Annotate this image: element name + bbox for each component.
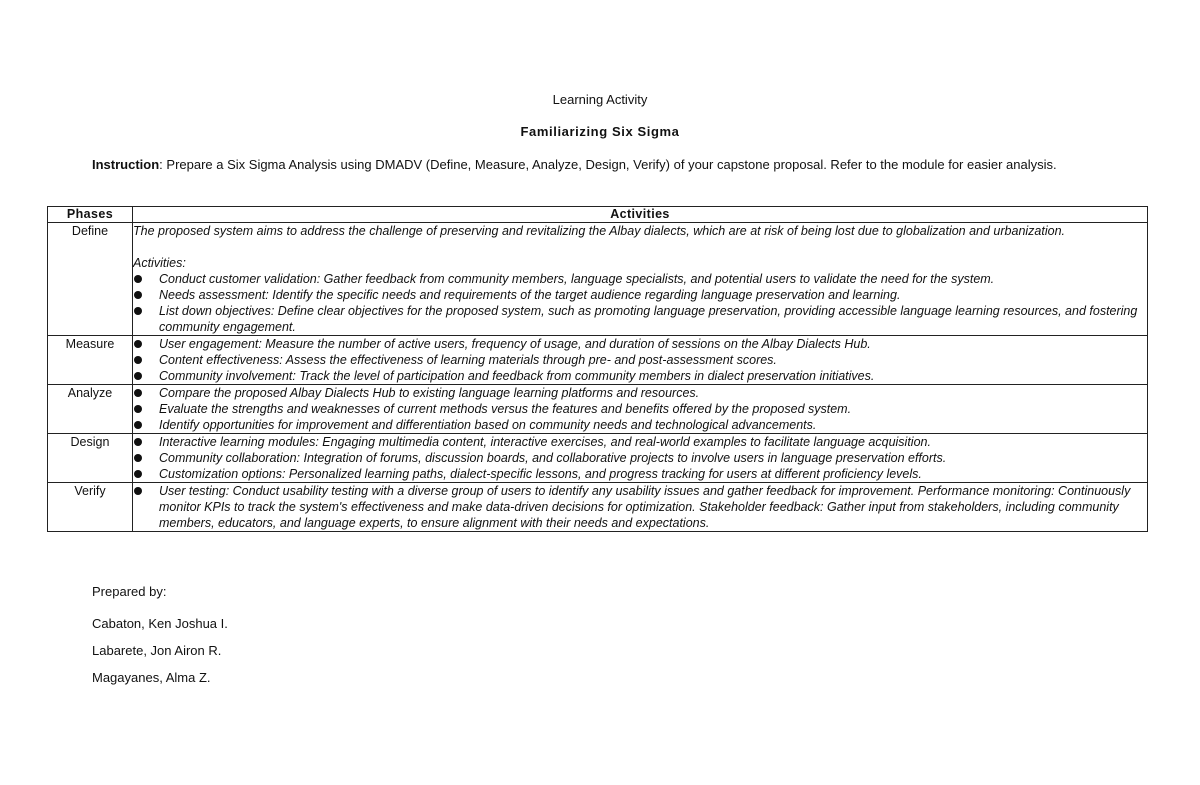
author-name: Cabaton, Ken Joshua I. <box>92 616 228 631</box>
bullet-text: Content effectiveness: Assess the effectiveness of learning materials through pre- and post-assessment scores. <box>159 353 777 367</box>
table-header-row <box>48 207 1148 223</box>
list-item <box>133 466 1147 482</box>
list-item <box>133 385 1147 401</box>
bullet-icon <box>134 275 142 283</box>
bullet-text: List down objectives: Define clear objectives for the proposed system, such as promoting language preservation, providing accessible language learning resources, and fostering community engagement. <box>159 304 1138 334</box>
bullet-text: Customization options: Personalized learning paths, dialect-specific lessons, and progress tracking for users at different proficiency levels. <box>159 467 922 481</box>
list-item <box>133 368 1147 384</box>
phase-cell-analyze: Analyze <box>48 385 133 434</box>
bullet-text: Community involvement: Track the level of participation and feedback from community members in dialect preservation initiatives. <box>159 369 875 383</box>
bullet-text: Needs assessment: Identify the specific needs and requirements of the target audience regarding language preservation and learning. <box>159 288 901 302</box>
define-bullet-list <box>133 271 1147 335</box>
list-item <box>133 303 1147 335</box>
define-intro: The proposed system aims to address the challenge of preserving and revitalizing the Albay dialects, which are at risk of being lost due to globalization and urbanization. <box>133 224 1066 238</box>
bullet-icon <box>134 389 142 397</box>
bullet-icon <box>134 487 142 495</box>
dmadv-table <box>47 206 1148 532</box>
bullet-text: Identify opportunities for improvement and differentiation based on community needs and technological advancements. <box>159 418 817 432</box>
bullet-text: Conduct customer validation: Gather feedback from community members, language specialists, and potential users to validate the need for the system. <box>159 272 995 286</box>
analyze-bullet-list <box>133 385 1147 433</box>
table-row <box>48 223 1148 336</box>
bullet-text: User testing: Conduct usability testing with a diverse group of users to identify any usability issues and gather feedback for improvement. Performance monitoring: Continuously monitor KPIs to track the system's effectiveness and make data-driven decisions for optimization. Stakeholder feedback: Gather input from stakeholders, including community members, educators, and language experts, to ensure alignment with their needs and expectations. <box>159 484 1131 530</box>
instruction-label: Instruction <box>92 157 160 172</box>
verify-bullet-list <box>133 483 1147 531</box>
bullet-icon <box>134 470 142 478</box>
activities-cell-verify <box>133 483 1148 532</box>
bullet-text: Compare the proposed Albay Dialects Hub to existing language learning platforms and resources. <box>159 386 700 400</box>
bullet-text: User engagement: Measure the number of active users, frequency of usage, and duration of sessions on the Albay Dialects Hub. <box>159 337 871 351</box>
document-title: Learning Activity <box>552 92 648 107</box>
list-item <box>133 401 1147 417</box>
list-item <box>133 417 1147 433</box>
bullet-text: Community collaboration: Integration of forums, discussion boards, and collaborative projects to involve users in language preservation efforts. <box>159 451 947 465</box>
table-row <box>48 483 1148 532</box>
bullet-icon <box>134 307 142 315</box>
bullet-icon <box>134 454 142 462</box>
list-item <box>133 271 1147 287</box>
bullet-icon <box>134 421 142 429</box>
activities-cell-analyze <box>133 385 1148 434</box>
table-row <box>48 336 1148 385</box>
bullet-icon <box>134 438 142 446</box>
bullet-icon <box>134 340 142 348</box>
list-item <box>133 434 1147 450</box>
phase-cell-measure: Measure <box>48 336 133 385</box>
activities-cell-measure <box>133 336 1148 385</box>
phase-cell-verify: Verify <box>48 483 133 532</box>
measure-bullet-list <box>133 336 1147 384</box>
activities-cell-design <box>133 434 1148 483</box>
prepared-by-label: Prepared by: <box>92 584 167 599</box>
define-subheading: Activities: <box>133 256 186 270</box>
instruction-paragraph <box>92 157 1102 173</box>
bullet-text: Interactive learning modules: Engaging multimedia content, interactive exercises, and real-world examples to facilitate language acquisition. <box>159 435 931 449</box>
bullet-icon <box>134 291 142 299</box>
author-name: Labarete, Jon Airon R. <box>92 643 222 658</box>
bullet-icon <box>134 372 142 380</box>
column-header-activities: Activities <box>133 207 1148 223</box>
instruction-text: : Prepare a Six Sigma Analysis using DMADV (Define, Measure, Analyze, Design, Verify) of your capstone proposal. Refer to the module for easier analysis. <box>159 157 1057 172</box>
list-item <box>133 450 1147 466</box>
bullet-text: Evaluate the strengths and weaknesses of current methods versus the features and benefits offered by the proposed system. <box>159 402 852 416</box>
bullet-icon <box>134 405 142 413</box>
paragraph-spacer <box>133 239 1147 255</box>
document-subtitle: Familiarizing Six Sigma <box>520 124 680 139</box>
column-header-phases: Phases <box>48 207 133 223</box>
author-name: Magayanes, Alma Z. <box>92 670 211 685</box>
phase-cell-design: Design <box>48 434 133 483</box>
activities-cell-define <box>133 223 1148 336</box>
list-item <box>133 483 1147 531</box>
table-row <box>48 385 1148 434</box>
phase-cell-define: Define <box>48 223 133 336</box>
design-bullet-list <box>133 434 1147 482</box>
list-item <box>133 352 1147 368</box>
list-item <box>133 336 1147 352</box>
list-item <box>133 287 1147 303</box>
bullet-icon <box>134 356 142 364</box>
table-row <box>48 434 1148 483</box>
